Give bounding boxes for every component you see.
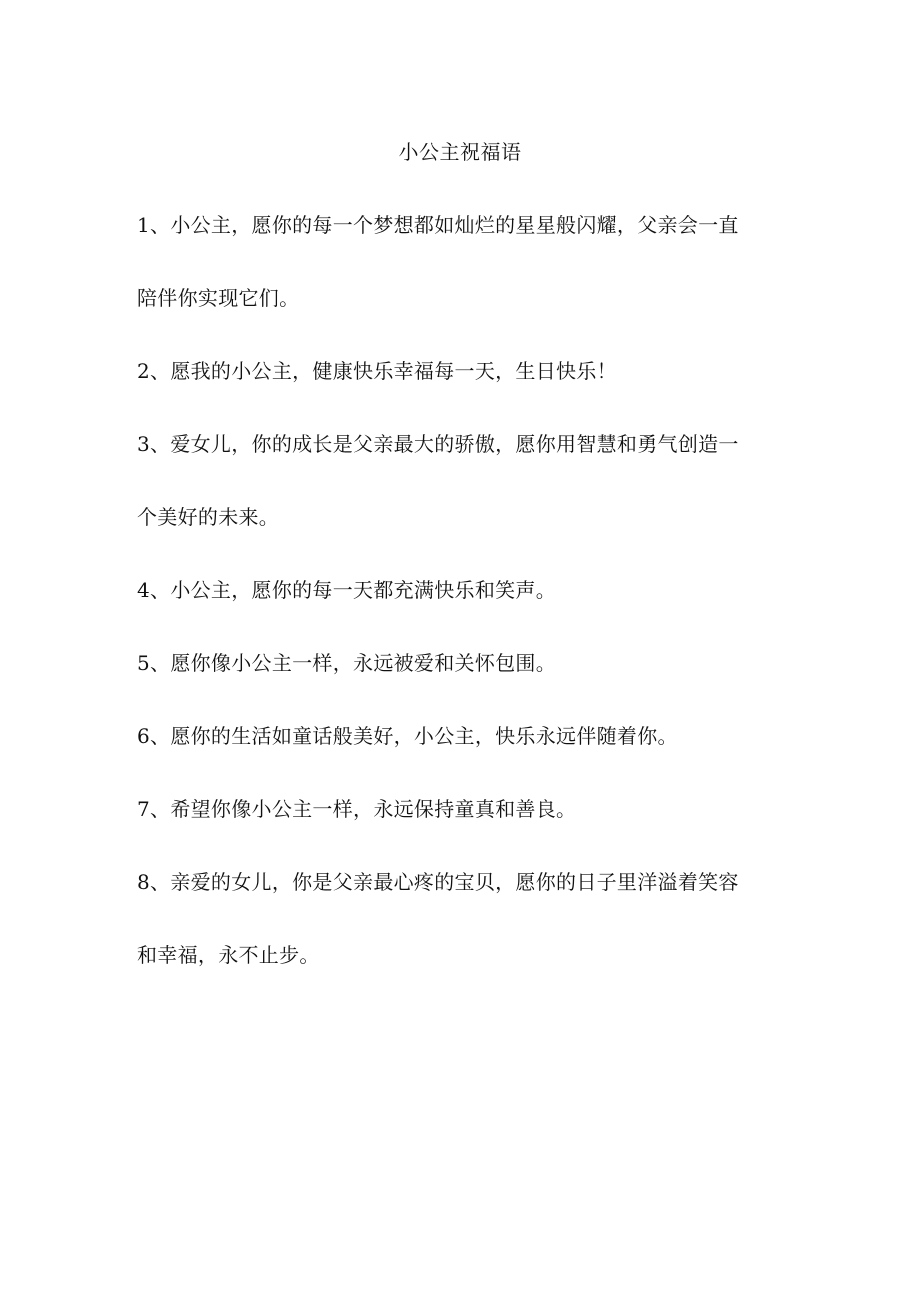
paragraph-line: 陪伴你实现它们。 [137, 286, 300, 310]
paragraph-line: 8、亲爱的女儿，你是父亲最心疼的宝贝，愿你的日子里洋溢着笑容 [137, 870, 739, 894]
paragraph-line: 2、愿我的小公主，健康快乐幸福每一天，生日快乐！ [137, 359, 617, 383]
paragraph-line: 和幸福，永不止步。 [137, 943, 320, 967]
paragraph-2 [137, 357, 782, 385]
paragraph-line: 4、小公主，愿你的每一天都充满快乐和笑声。 [137, 578, 557, 602]
paragraph-line: 7、希望你像小公主一样，永远保持童真和善良。 [137, 797, 577, 821]
paragraph-3 [137, 430, 782, 531]
paragraph-6 [137, 722, 782, 750]
paragraph-4 [137, 576, 782, 604]
paragraph-line: 5、愿你像小公主一样，永远被爱和关怀包围。 [137, 651, 557, 675]
paragraph-line: 1、小公主，愿你的每一个梦想都如灿烂的星星般闪耀，父亲会一直 [137, 213, 739, 237]
paragraph-line: 个美好的未来。 [137, 505, 280, 529]
paragraph-line: 6、愿你的生活如童话般美好，小公主，快乐永远伴随着你。 [137, 724, 678, 748]
paragraph-1 [137, 211, 782, 312]
paragraph-5 [137, 649, 782, 677]
document-body [137, 211, 782, 1014]
paragraph-7 [137, 795, 782, 823]
paragraph-8 [137, 868, 782, 969]
document-title: 小公主祝福语 [398, 140, 522, 164]
paragraph-line: 3、爱女儿，你的成长是父亲最大的骄傲，愿你用智慧和勇气创造一 [137, 432, 739, 456]
